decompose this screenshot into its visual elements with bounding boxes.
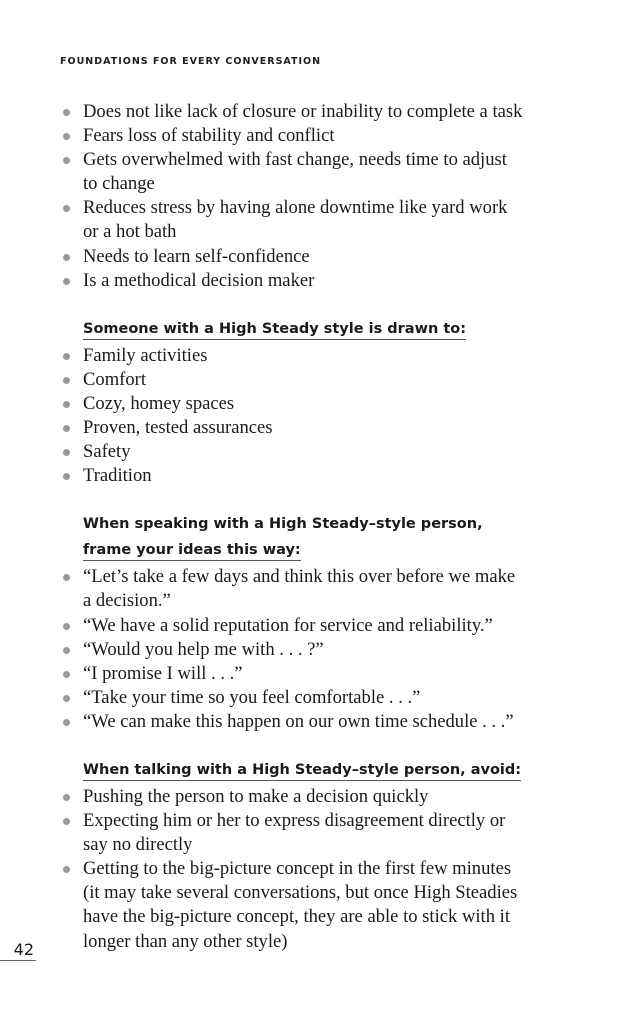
list-item — [60, 368, 580, 392]
bullet-icon — [63, 449, 70, 456]
bullet-icon — [63, 157, 70, 164]
list-item — [60, 269, 580, 293]
list-item-line: “Let’s take a few days and think this over before we make — [83, 566, 516, 588]
list-item — [60, 124, 580, 148]
bullet-icon — [63, 401, 70, 408]
list-item-line: Safety — [83, 441, 131, 463]
traits-list — [60, 100, 580, 293]
speaking-heading — [83, 512, 580, 565]
bullet-icon — [63, 818, 70, 825]
list-item-line: Tradition — [83, 465, 152, 487]
list-item-line: a decision.” — [83, 590, 171, 612]
list-item-line: Does not like lack of closure or inability to complete a task — [83, 101, 523, 122]
list-item — [60, 440, 580, 464]
bullet-icon — [63, 794, 70, 801]
bullet-icon — [63, 425, 70, 432]
list-item-line: Gets overwhelmed with fast change, needs time to adjust — [83, 149, 507, 171]
list-item — [60, 686, 580, 710]
list-item-line: Pushing the person to make a decision quickly — [83, 785, 429, 807]
avoid-list — [60, 785, 580, 954]
list-item-line: “I promise I will . . .” — [83, 662, 243, 684]
avoid-heading — [83, 758, 580, 785]
list-item-line: say no directly — [83, 834, 193, 856]
list-item — [60, 565, 580, 613]
list-item — [60, 809, 580, 857]
list-item — [60, 710, 580, 734]
heading-line: When talking with a High Steady–style person, avoid: — [83, 760, 521, 781]
list-item — [60, 464, 580, 488]
bullet-icon — [63, 719, 70, 726]
bullet-icon — [63, 671, 70, 678]
bullet-icon — [63, 695, 70, 702]
drawn-to-list — [60, 344, 580, 489]
bullet-icon — [63, 278, 70, 285]
heading-line: frame your ideas this way: — [83, 540, 301, 561]
page-content — [60, 100, 580, 954]
list-item-line: longer than any other style) — [83, 930, 288, 952]
list-item-line: Expecting him or her to express disagreement directly or — [83, 810, 506, 832]
bullet-icon — [63, 377, 70, 384]
list-item-line: Fears loss of stability and conflict — [83, 125, 335, 147]
list-item — [60, 416, 580, 440]
drawn-to-heading — [83, 317, 580, 344]
list-item — [60, 344, 580, 368]
list-item — [60, 662, 580, 686]
list-item — [60, 148, 580, 196]
list-item — [60, 392, 580, 416]
bullet-icon — [63, 473, 70, 480]
list-item — [60, 614, 580, 638]
list-item-line: Proven, tested assurances — [83, 417, 273, 439]
list-item-line: have the big-picture concept, they are able to stick with it — [83, 906, 510, 928]
heading-line: When speaking with a High Steady–style person, — [83, 516, 483, 533]
list-item — [60, 245, 580, 269]
list-item-line: “We have a solid reputation for service and reliability.” — [83, 614, 493, 636]
bullet-icon — [63, 866, 70, 873]
bullet-icon — [63, 574, 70, 581]
list-item-line: Family activities — [83, 344, 208, 366]
list-item-line: Is a methodical decision maker — [83, 269, 315, 291]
list-item-line: “Take your time so you feel comfortable . . .” — [83, 686, 421, 708]
list-item-line: (it may take several conversations, but once High Steadies — [83, 882, 518, 904]
bullet-icon — [63, 109, 70, 116]
list-item-line: or a hot bath — [83, 221, 177, 243]
list-item-line: “Would you help me with . . . ?” — [83, 638, 324, 660]
bullet-icon — [63, 647, 70, 654]
speaking-phrases-list — [60, 565, 580, 734]
list-item — [60, 100, 580, 124]
bullet-icon — [63, 353, 70, 360]
list-item — [60, 196, 580, 244]
running-head: FOUNDATIONS FOR EVERY CONVERSATION — [60, 56, 322, 67]
list-item-line: Reduces stress by having alone downtime like yard work — [83, 197, 508, 219]
list-item-line: to change — [83, 173, 155, 195]
list-item — [60, 785, 580, 809]
bullet-icon — [63, 623, 70, 630]
heading-line: Someone with a High Steady style is drawn to: — [83, 319, 466, 340]
list-item-line: Needs to learn self-confidence — [83, 245, 310, 267]
bullet-icon — [63, 133, 70, 140]
list-item-line: Comfort — [83, 368, 147, 390]
bullet-icon — [63, 205, 70, 212]
list-item-line: Cozy, homey spaces — [83, 392, 235, 414]
list-item-line: “We can make this happen on our own time schedule . . .” — [83, 710, 514, 732]
bullet-icon — [63, 254, 70, 261]
list-item — [60, 638, 580, 662]
page-number: 42 — [0, 940, 36, 961]
list-item — [60, 857, 580, 953]
list-item-line: Getting to the big-picture concept in the first few minutes — [83, 858, 512, 880]
